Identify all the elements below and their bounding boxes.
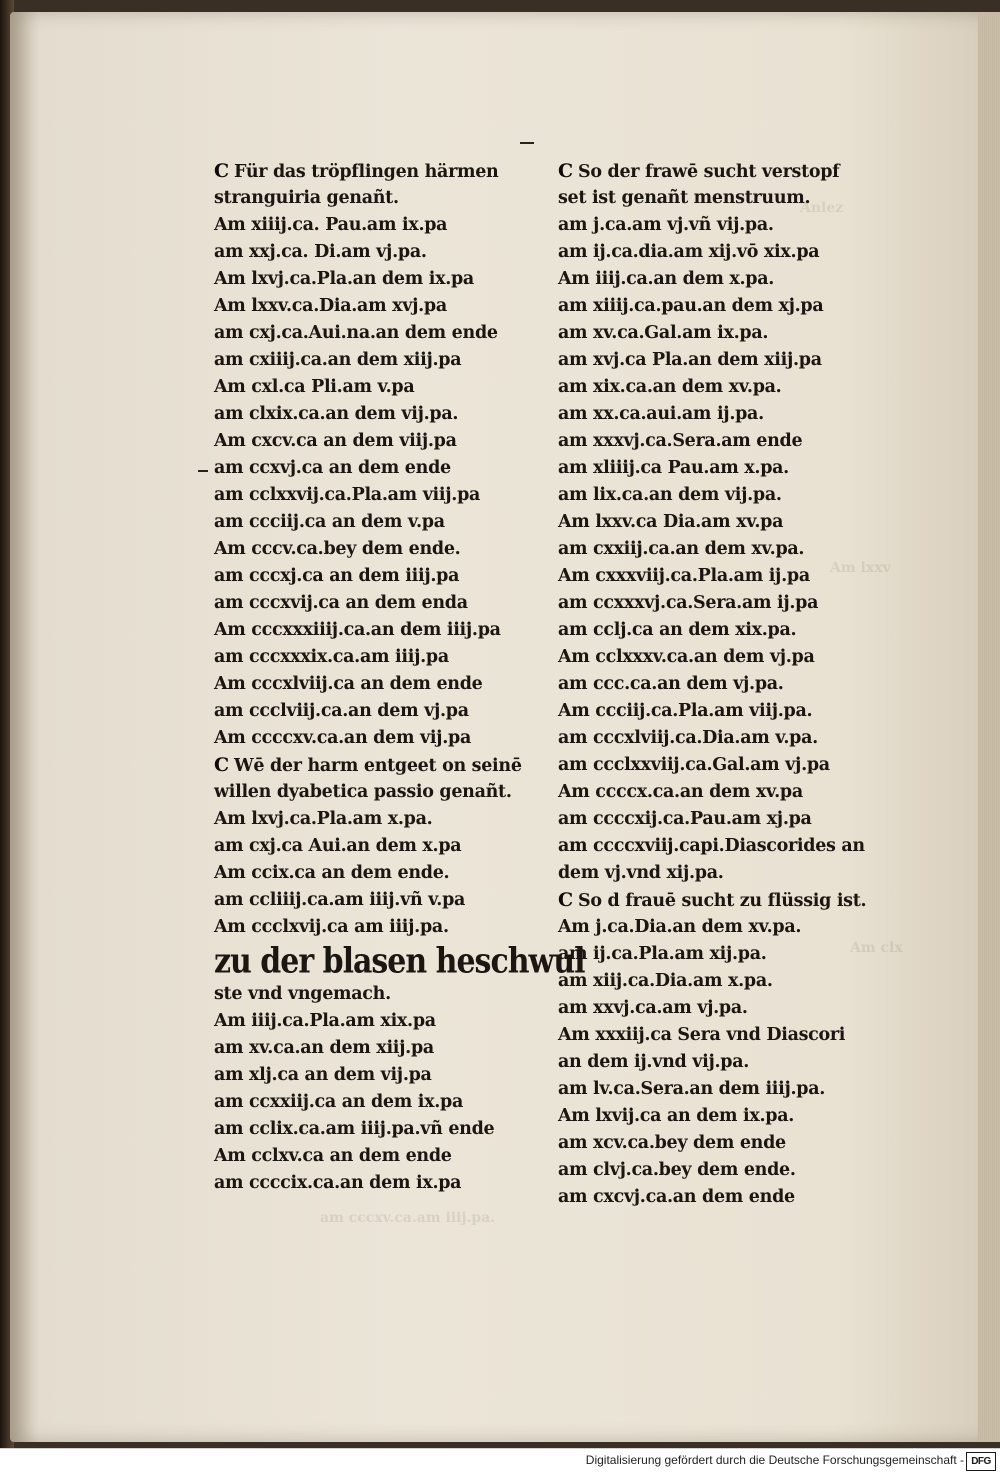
line-text: am xcv.ca.bey dem ende: [558, 1133, 786, 1153]
line-text: Am lxvij.ca an dem ix.pa.: [558, 1106, 795, 1126]
line-text: am clxix.ca.an dem vij.pa.: [214, 404, 459, 424]
text-line: [214, 563, 574, 590]
text-line: [214, 617, 574, 644]
line-text: am xx.ca.aui.am ij.pa.: [558, 404, 764, 424]
text-line: [214, 725, 574, 752]
line-text: am cxiiij.ca.an dem xiij.pa: [214, 350, 462, 370]
line-text: am xix.ca.an dem xv.pa.: [558, 377, 782, 397]
line-text: am cclj.ca an dem xix.pa.: [558, 620, 797, 640]
line-text: am j.ca.am vj.vñ vij.pa.: [558, 215, 774, 235]
line-text: Am lxvj.ca.Pla.an dem ix.pa: [214, 269, 474, 289]
page-fore-edge: [978, 12, 1000, 1442]
text-line: [558, 752, 878, 779]
line-text: am ccxxiij.ca an dem ix.pa: [214, 1092, 464, 1112]
chapter-heading-line: [214, 938, 585, 984]
printer-mark: [198, 470, 208, 472]
line-text: Am xxxiij.ca Sera vnd Diascori: [558, 1025, 846, 1045]
text-line: [558, 239, 878, 266]
line-text: set ist genañt menstruum.: [558, 188, 811, 208]
text-line: [214, 981, 574, 1008]
line-text: willen dyabetica passio genañt.: [214, 782, 512, 802]
line-text: dem vj.vnd xij.pa.: [558, 863, 724, 883]
line-text: am cccxj.ca an dem iiij.pa: [214, 566, 460, 586]
text-line: [214, 428, 574, 455]
section-heading-line: [214, 752, 574, 779]
text-line: [214, 239, 574, 266]
footer-credit: Digitalisierung gefördert durch die Deutsche Forschungsgemeinschaft -: [585, 1453, 964, 1467]
line-text: am cccxxxix.ca.am iiij.pa: [214, 647, 449, 667]
line-text: am xiiij.ca.pau.an dem xj.pa: [558, 296, 824, 316]
text-line: [558, 401, 878, 428]
text-line: [558, 509, 878, 536]
bleed-through-text: Anlez: [800, 200, 844, 216]
right-text-column: [558, 158, 878, 1211]
text-line: [214, 1062, 574, 1089]
text-line: [214, 455, 574, 482]
line-text: am cclxxvij.ca.Pla.am viij.pa: [214, 485, 481, 505]
line-text: Am j.ca.Dia.an dem xv.pa.: [558, 917, 802, 937]
text-line: [558, 590, 878, 617]
line-text: am ccccix.ca.an dem ix.pa: [214, 1173, 462, 1193]
line-text: Am cxcv.ca an dem viij.pa: [214, 431, 457, 451]
text-line: [214, 266, 574, 293]
text-line: [214, 482, 574, 509]
text-line: [214, 536, 574, 563]
line-text: am cxj.ca.Aui.na.an dem ende: [214, 323, 498, 343]
text-line: [558, 833, 878, 860]
text-line: [558, 185, 878, 212]
section-heading-line: [214, 158, 574, 185]
left-text-column: [214, 158, 585, 1197]
text-line: [558, 320, 878, 347]
text-line: [558, 1076, 878, 1103]
line-text: Am ccclxvij.ca am iiij.pa.: [214, 917, 449, 937]
line-text: ste vnd vngemach.: [214, 984, 391, 1004]
line-text: Wē der harm entgeet on seinē: [234, 756, 522, 776]
text-line: [558, 806, 878, 833]
line-text: Am iiij.ca.an dem x.pa.: [558, 269, 775, 289]
pilcrow-mark: C: [214, 754, 229, 776]
text-line: [558, 725, 878, 752]
text-line: [214, 1143, 574, 1170]
line-text: Am ccix.ca an dem ende.: [214, 863, 450, 883]
text-line: [558, 293, 878, 320]
footer-bar: [0, 1448, 1000, 1474]
line-text: Am ccciij.ca.Pla.am viij.pa.: [558, 701, 813, 721]
text-line: [214, 671, 574, 698]
line-text: am cxcvj.ca.an dem ende: [558, 1187, 795, 1207]
text-line: [214, 914, 574, 941]
section-heading-line: [558, 158, 878, 185]
text-line: [214, 509, 574, 536]
text-line: [558, 644, 878, 671]
text-line: [558, 1130, 878, 1157]
text-line: [558, 1022, 878, 1049]
line-text: am xliiij.ca Pau.am x.pa.: [558, 458, 789, 478]
text-line: [558, 968, 878, 995]
text-line: [214, 1008, 574, 1035]
bleed-through-text: Am lxxv: [830, 560, 891, 576]
line-text: am ccxxxvj.ca.Sera.am ij.pa: [558, 593, 819, 613]
text-line: [214, 401, 574, 428]
line-text: am ij.ca.Pla.am xij.pa.: [558, 944, 767, 964]
line-text: Am lxxv.ca Dia.am xv.pa: [558, 512, 784, 532]
line-text: am lix.ca.an dem vij.pa.: [558, 485, 782, 505]
text-line: [558, 1157, 878, 1184]
bleed-through-text: am cccxv.ca.am iiij.pa.: [320, 1210, 496, 1226]
line-text: am xv.ca.Gal.am ix.pa.: [558, 323, 769, 343]
text-line: [214, 185, 574, 212]
line-text: Am xiiij.ca. Pau.am ix.pa: [214, 215, 448, 235]
section-heading-line: [558, 887, 878, 914]
text-line: [214, 1035, 574, 1062]
line-text: Für das tröpflingen härmen: [234, 162, 499, 182]
line-text: stranguiria genañt.: [214, 188, 399, 208]
text-line: [214, 293, 574, 320]
line-text: am xvj.ca Pla.an dem xiij.pa: [558, 350, 822, 370]
line-text: am cxj.ca Aui.an dem x.pa: [214, 836, 462, 856]
text-line: [214, 833, 574, 860]
line-text: So d frauē sucht zu flüssig ist.: [578, 891, 867, 911]
text-line: [214, 698, 574, 725]
line-text: am ccliiij.ca.am iiij.vñ v.pa: [214, 890, 466, 910]
line-text: am cccxvij.ca an dem enda: [214, 593, 468, 613]
line-text: am clvj.ca.bey dem ende.: [558, 1160, 796, 1180]
line-text: Am cclxxxv.ca.an dem vj.pa: [558, 647, 815, 667]
text-line: [214, 779, 574, 806]
line-text: am ccciij.ca an dem v.pa: [214, 512, 445, 532]
line-text: am cclix.ca.am iiij.pa.vñ ende: [214, 1119, 495, 1139]
text-line: [558, 374, 878, 401]
text-line: [558, 995, 878, 1022]
text-line: [214, 887, 574, 914]
text-line: [558, 212, 878, 239]
text-line: [214, 644, 574, 671]
text-line: [214, 374, 574, 401]
line-text: am lv.ca.Sera.an dem iiij.pa.: [558, 1079, 826, 1099]
line-text: am xlj.ca an dem vij.pa: [214, 1065, 432, 1085]
line-text: am ccclviij.ca.an dem vj.pa: [214, 701, 469, 721]
text-line: [558, 563, 878, 590]
text-line: [214, 212, 574, 239]
text-line: [214, 806, 574, 833]
line-text: am cxxiij.ca.an dem xv.pa.: [558, 539, 805, 559]
line-text: Am lxvj.ca.Pla.am x.pa.: [214, 809, 433, 829]
line-text: Am lxxv.ca.Dia.am xvj.pa: [214, 296, 447, 316]
text-line: [214, 860, 574, 887]
text-line: [214, 1116, 574, 1143]
dfg-logo: DFG: [966, 1452, 996, 1471]
line-text: Am cclxv.ca an dem ende: [214, 1146, 452, 1166]
text-line: [558, 698, 878, 725]
line-text: am xiij.ca.Dia.am x.pa.: [558, 971, 773, 991]
line-text: am xxvj.ca.am vj.pa.: [558, 998, 748, 1018]
text-line: [558, 671, 878, 698]
text-line: [558, 482, 878, 509]
text-line: [558, 266, 878, 293]
line-text: Am cxxxviij.ca.Pla.am ij.pa: [558, 566, 810, 586]
pilcrow-mark: C: [558, 160, 573, 182]
pilcrow-mark: C: [558, 889, 573, 911]
line-text: am xxj.ca. Di.am vj.pa.: [214, 242, 427, 262]
text-line: [558, 455, 878, 482]
text-line: [214, 320, 574, 347]
line-text: Am cxl.ca Pli.am v.pa: [214, 377, 415, 397]
text-line: [558, 428, 878, 455]
line-text: So der frawē sucht verstopf: [578, 162, 840, 182]
line-text: am ccccxij.ca.Pau.am xj.pa: [558, 809, 812, 829]
line-text: Am iiij.ca.Pla.am xix.pa: [214, 1011, 436, 1031]
line-text: Am ccccxv.ca.an dem vij.pa: [214, 728, 471, 748]
line-text: am cccxlviij.ca.Dia.am v.pa.: [558, 728, 818, 748]
line-text: am xv.ca.an dem xiij.pa: [214, 1038, 434, 1058]
printer-mark: [520, 142, 534, 144]
text-line: [558, 617, 878, 644]
line-text: am xxxvj.ca.Sera.am ende: [558, 431, 803, 451]
text-line: [558, 914, 878, 941]
text-line: [558, 1184, 878, 1211]
text-line: [214, 1170, 574, 1197]
line-text: Am cccxxxiiij.ca.an dem iiij.pa: [214, 620, 501, 640]
bleed-through-text: Am clx: [850, 940, 903, 956]
line-text: am ij.ca.dia.am xij.vō xix.pa: [558, 242, 820, 262]
line-text: am ccclxxviij.ca.Gal.am vj.pa: [558, 755, 830, 775]
pilcrow-mark: C: [214, 160, 229, 182]
line-text: Am cccv.ca.bey dem ende.: [214, 539, 461, 559]
text-line: [214, 347, 574, 374]
line-text: am ccc.ca.an dem vj.pa.: [558, 674, 784, 694]
text-line: [558, 1049, 878, 1076]
text-line: [558, 1103, 878, 1130]
line-text: zu der blasen heschwul: [214, 941, 585, 982]
line-text: am ccxvj.ca an dem ende: [214, 458, 451, 478]
text-line: [558, 347, 878, 374]
text-line: [558, 860, 878, 887]
text-line: [558, 779, 878, 806]
text-line: [214, 590, 574, 617]
line-text: Am ccccx.ca.an dem xv.pa: [558, 782, 803, 802]
line-text: am ccccxviij.capi.Diascorides an: [558, 836, 865, 856]
line-text: Am cccxlviij.ca an dem ende: [214, 674, 483, 694]
text-line: [214, 1089, 574, 1116]
text-line: [558, 536, 878, 563]
line-text: an dem ij.vnd vij.pa.: [558, 1052, 750, 1072]
text-line: [558, 941, 878, 968]
